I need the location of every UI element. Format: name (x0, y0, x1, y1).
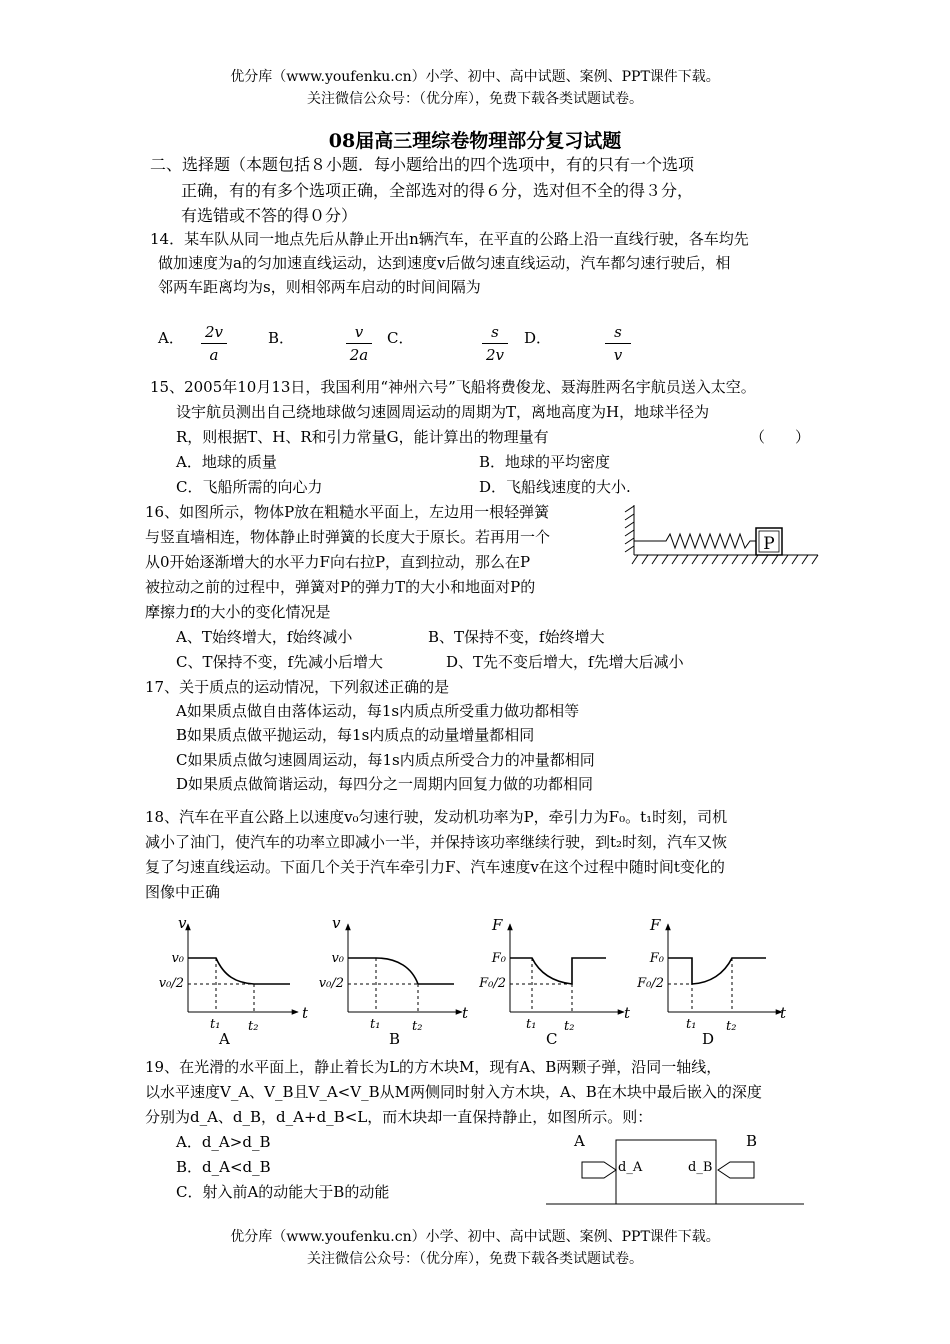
q15-line-3: R，则根据T、H、R和引力常量G，能计算出的物理量有 (176, 428, 549, 446)
svg-text:t₂: t₂ (248, 1019, 259, 1034)
q18-line-1: 18、汽车在平直公路上以速度v₀匀速行驶，发动机功率为P，牵引力为F₀。t₁时刻，司机 (145, 808, 728, 826)
svg-text:t₂: t₂ (564, 1019, 575, 1034)
q18-graphs (150, 912, 800, 1052)
q16-line-3: 从0开始逐渐增大的水平力F向右拉P，直到拉动，那么在P (145, 553, 531, 571)
q15-option-c: C．飞船所需的向心力 (176, 478, 323, 496)
q18-line-2: 减小了油门，使汽车的功率立即减小一半，并保持该功率继续行驶，到t₂时刻，汽车又恢 (145, 833, 728, 851)
q19-option-b: B．d_A<d_B (176, 1158, 271, 1176)
header-line-2: 关注微信公众号：（优分库），免费下载各类试题试卷。 (307, 91, 643, 107)
q18-graph-d (636, 916, 787, 1048)
q14-option-c-denominator: 2v (485, 346, 505, 364)
q16-option-c: C、T保持不变，f先减小后增大 (176, 653, 384, 671)
q16-line-5: 摩擦力f的大小的变化情况是 (145, 603, 331, 621)
q16-block-label: P (763, 534, 775, 554)
q16-spring-figure (622, 500, 822, 572)
q19-depth-a: d_A (618, 1160, 643, 1175)
q14-line-2: 做加速度为a的匀加速直线运动，达到速度v后做匀速直线运动，汽车都匀速行驶后，相 (158, 254, 731, 272)
q18-line-3: 复了匀速直线运动。下面几个关于汽车牵引力F、汽车速度v在这个过程中随时间t变化的 (145, 858, 725, 876)
q14-option-d-denominator: v (613, 346, 623, 364)
q15-option-a: A．地球的质量 (176, 453, 277, 471)
q16-option-a: A、T始终增大，f始终减小 (176, 628, 353, 646)
svg-text:F: F (492, 916, 503, 934)
svg-text:v₀: v₀ (171, 951, 184, 966)
q15-option-d: D．飞船线速度的大小. (479, 478, 631, 496)
q19-depth-b: d_B (688, 1160, 713, 1175)
svg-text:v₀/2: v₀/2 (318, 976, 344, 991)
svg-text:B: B (389, 1030, 401, 1048)
svg-text:F₀/2: F₀/2 (637, 976, 664, 991)
q14-option-c-label: C． (387, 329, 414, 347)
q14-option-a-denominator: a (209, 346, 219, 364)
q14-option-b-denominator: 2a (349, 346, 369, 364)
q14-option-d-numerator: s (614, 323, 622, 341)
svg-text:t₂: t₂ (412, 1019, 423, 1034)
section-heading-line-1: 二、选择题（本题包括８小题．每小题给出的四个选项中，有的只有一个选项 (150, 155, 695, 174)
svg-text:D: D (702, 1030, 715, 1048)
q14-line-1: 14．某车队从同一地点先后从静止开出n辆汽车，在平直的公路上沿一直线行驶，各车均先 (150, 230, 749, 248)
svg-text:F: F (650, 916, 661, 934)
q18-graph-a (159, 914, 309, 1048)
q19-option-a: A．d_A>d_B (176, 1133, 271, 1151)
q14-option-d-fraction (598, 321, 638, 366)
svg-text:v: v (332, 914, 341, 932)
svg-text:v₀/2: v₀/2 (158, 976, 184, 991)
q14-line-3: 邻两车距离均为s，则相邻两车启动的时间间隔为 (158, 278, 481, 296)
svg-text:F₀: F₀ (491, 951, 506, 966)
svg-text:v: v (178, 914, 187, 932)
footer-line-2: 关注微信公众号：（优分库），免费下载各类试题试卷。 (307, 1251, 643, 1267)
q19-figure-label-a: A (574, 1132, 585, 1150)
svg-text:v₀: v₀ (331, 951, 344, 966)
q14-option-c-fraction (475, 321, 515, 366)
q16-option-b: B、T保持不变，f始终增大 (428, 628, 605, 646)
header-line-1: 优分库（www.youfenku.cn）小学、初中、高中试题、案例、PPT课件下载。 (230, 69, 720, 85)
q16-option-d: D、T先不变后增大，f先增大后减小 (446, 653, 684, 671)
footer-line-1: 优分库（www.youfenku.cn）小学、初中、高中试题、案例、PPT课件下载。 (230, 1229, 720, 1245)
svg-text:F₀: F₀ (649, 951, 664, 966)
q18-graph-b (319, 914, 469, 1048)
svg-text:t₁: t₁ (210, 1017, 221, 1032)
q14-option-a-numerator: 2v (204, 323, 224, 341)
section-heading-line-2: 正确，有的有多个选项正确，全部选对的得６分，选对但不全的得３分， (181, 181, 694, 200)
q14-option-c-numerator: s (491, 323, 499, 341)
q17-option-d: D如果质点做简谐运动，每四分之一周期内回复力做的功都相同 (176, 775, 594, 793)
q19-figure-label-b: B (746, 1132, 758, 1150)
q15-line-1: 15、2005年10月13日，我国利用“神州六号”飞船将费俊龙、聂海胜两名宇航员送入太空。 (150, 378, 756, 396)
q19-block-figure (540, 1128, 810, 1212)
svg-text:t: t (780, 1004, 787, 1022)
svg-text:t₁: t₁ (526, 1017, 537, 1032)
q19-line-2: 以水平速度V_A、V_B且V_A<V_B从M两侧同时射入方木块，A、B在木块中最后嵌入的深度 (145, 1083, 762, 1101)
svg-text:A: A (219, 1030, 230, 1048)
q19-bullet-b (718, 1162, 754, 1178)
svg-text:t: t (624, 1004, 631, 1022)
svg-text:t: t (462, 1004, 469, 1022)
q17-option-b: B如果质点做平抛运动，每1s内质点的动量增量都相同 (176, 726, 535, 744)
q14-option-a-label: A． (158, 329, 184, 347)
q16-line-2: 与竖直墙相连，物体静止时弹簧的长度大于原长。若再用一个 (145, 528, 551, 546)
svg-text:C: C (546, 1030, 558, 1048)
q18-graph-c (478, 916, 631, 1048)
q14-option-a-fraction (194, 321, 234, 366)
q14-option-b-label: B． (268, 329, 295, 347)
q16-spring (634, 534, 756, 548)
q19-line-1: 19、在光滑的水平面上，静止着长为L的方木块M，现有A、B两颗子弹，沿同一轴线， (145, 1058, 722, 1076)
svg-text:t: t (302, 1004, 309, 1022)
q17-option-a: A如果质点做自由落体运动，每1s内质点所受重力做功都相等 (176, 702, 580, 720)
q17-option-c: C如果质点做匀速圆周运动，每1s内质点所受合力的冲量都相同 (176, 751, 595, 769)
q16-line-1: 16、如图所示，物体P放在粗糙水平面上，左边用一根轻弹簧 (145, 503, 550, 521)
svg-text:t₁: t₁ (686, 1017, 697, 1032)
q14-option-b-numerator: v (354, 323, 364, 341)
q15-answer-bracket: （ ） (750, 428, 811, 446)
section-heading-line-3: 有选错或不答的得０分） (181, 206, 358, 225)
q18-line-4: 图像中正确 (145, 883, 221, 901)
svg-text:t₂: t₂ (726, 1019, 737, 1034)
q15-line-2: 设宇航员测出自己绕地球做匀速圆周运动的周期为T，离地高度为H，地球半径为 (176, 403, 710, 421)
svg-text:F₀/2: F₀/2 (479, 976, 506, 991)
q19-bullet-a (582, 1162, 616, 1178)
q14-option-b-fraction (339, 321, 379, 366)
page-title: 08届高三理综卷物理部分复习试题 (328, 130, 622, 152)
q16-line-4: 被拉动之前的过程中，弹簧对P的弹力T的大小和地面对P的 (145, 578, 536, 596)
q19-option-c: C．射入前A的动能大于B的动能 (176, 1183, 390, 1201)
q19-line-3: 分别为d_A、d_B，d_A+d_B<L，而木块却一直保持静止，如图所示。则： (145, 1108, 653, 1126)
q17-line-1: 17、关于质点的运动情况，下列叙述正确的是 (145, 678, 450, 696)
svg-text:t₁: t₁ (370, 1017, 381, 1032)
q14-option-d-label: D． (524, 329, 552, 347)
q15-option-b: B．地球的平均密度 (479, 453, 611, 471)
